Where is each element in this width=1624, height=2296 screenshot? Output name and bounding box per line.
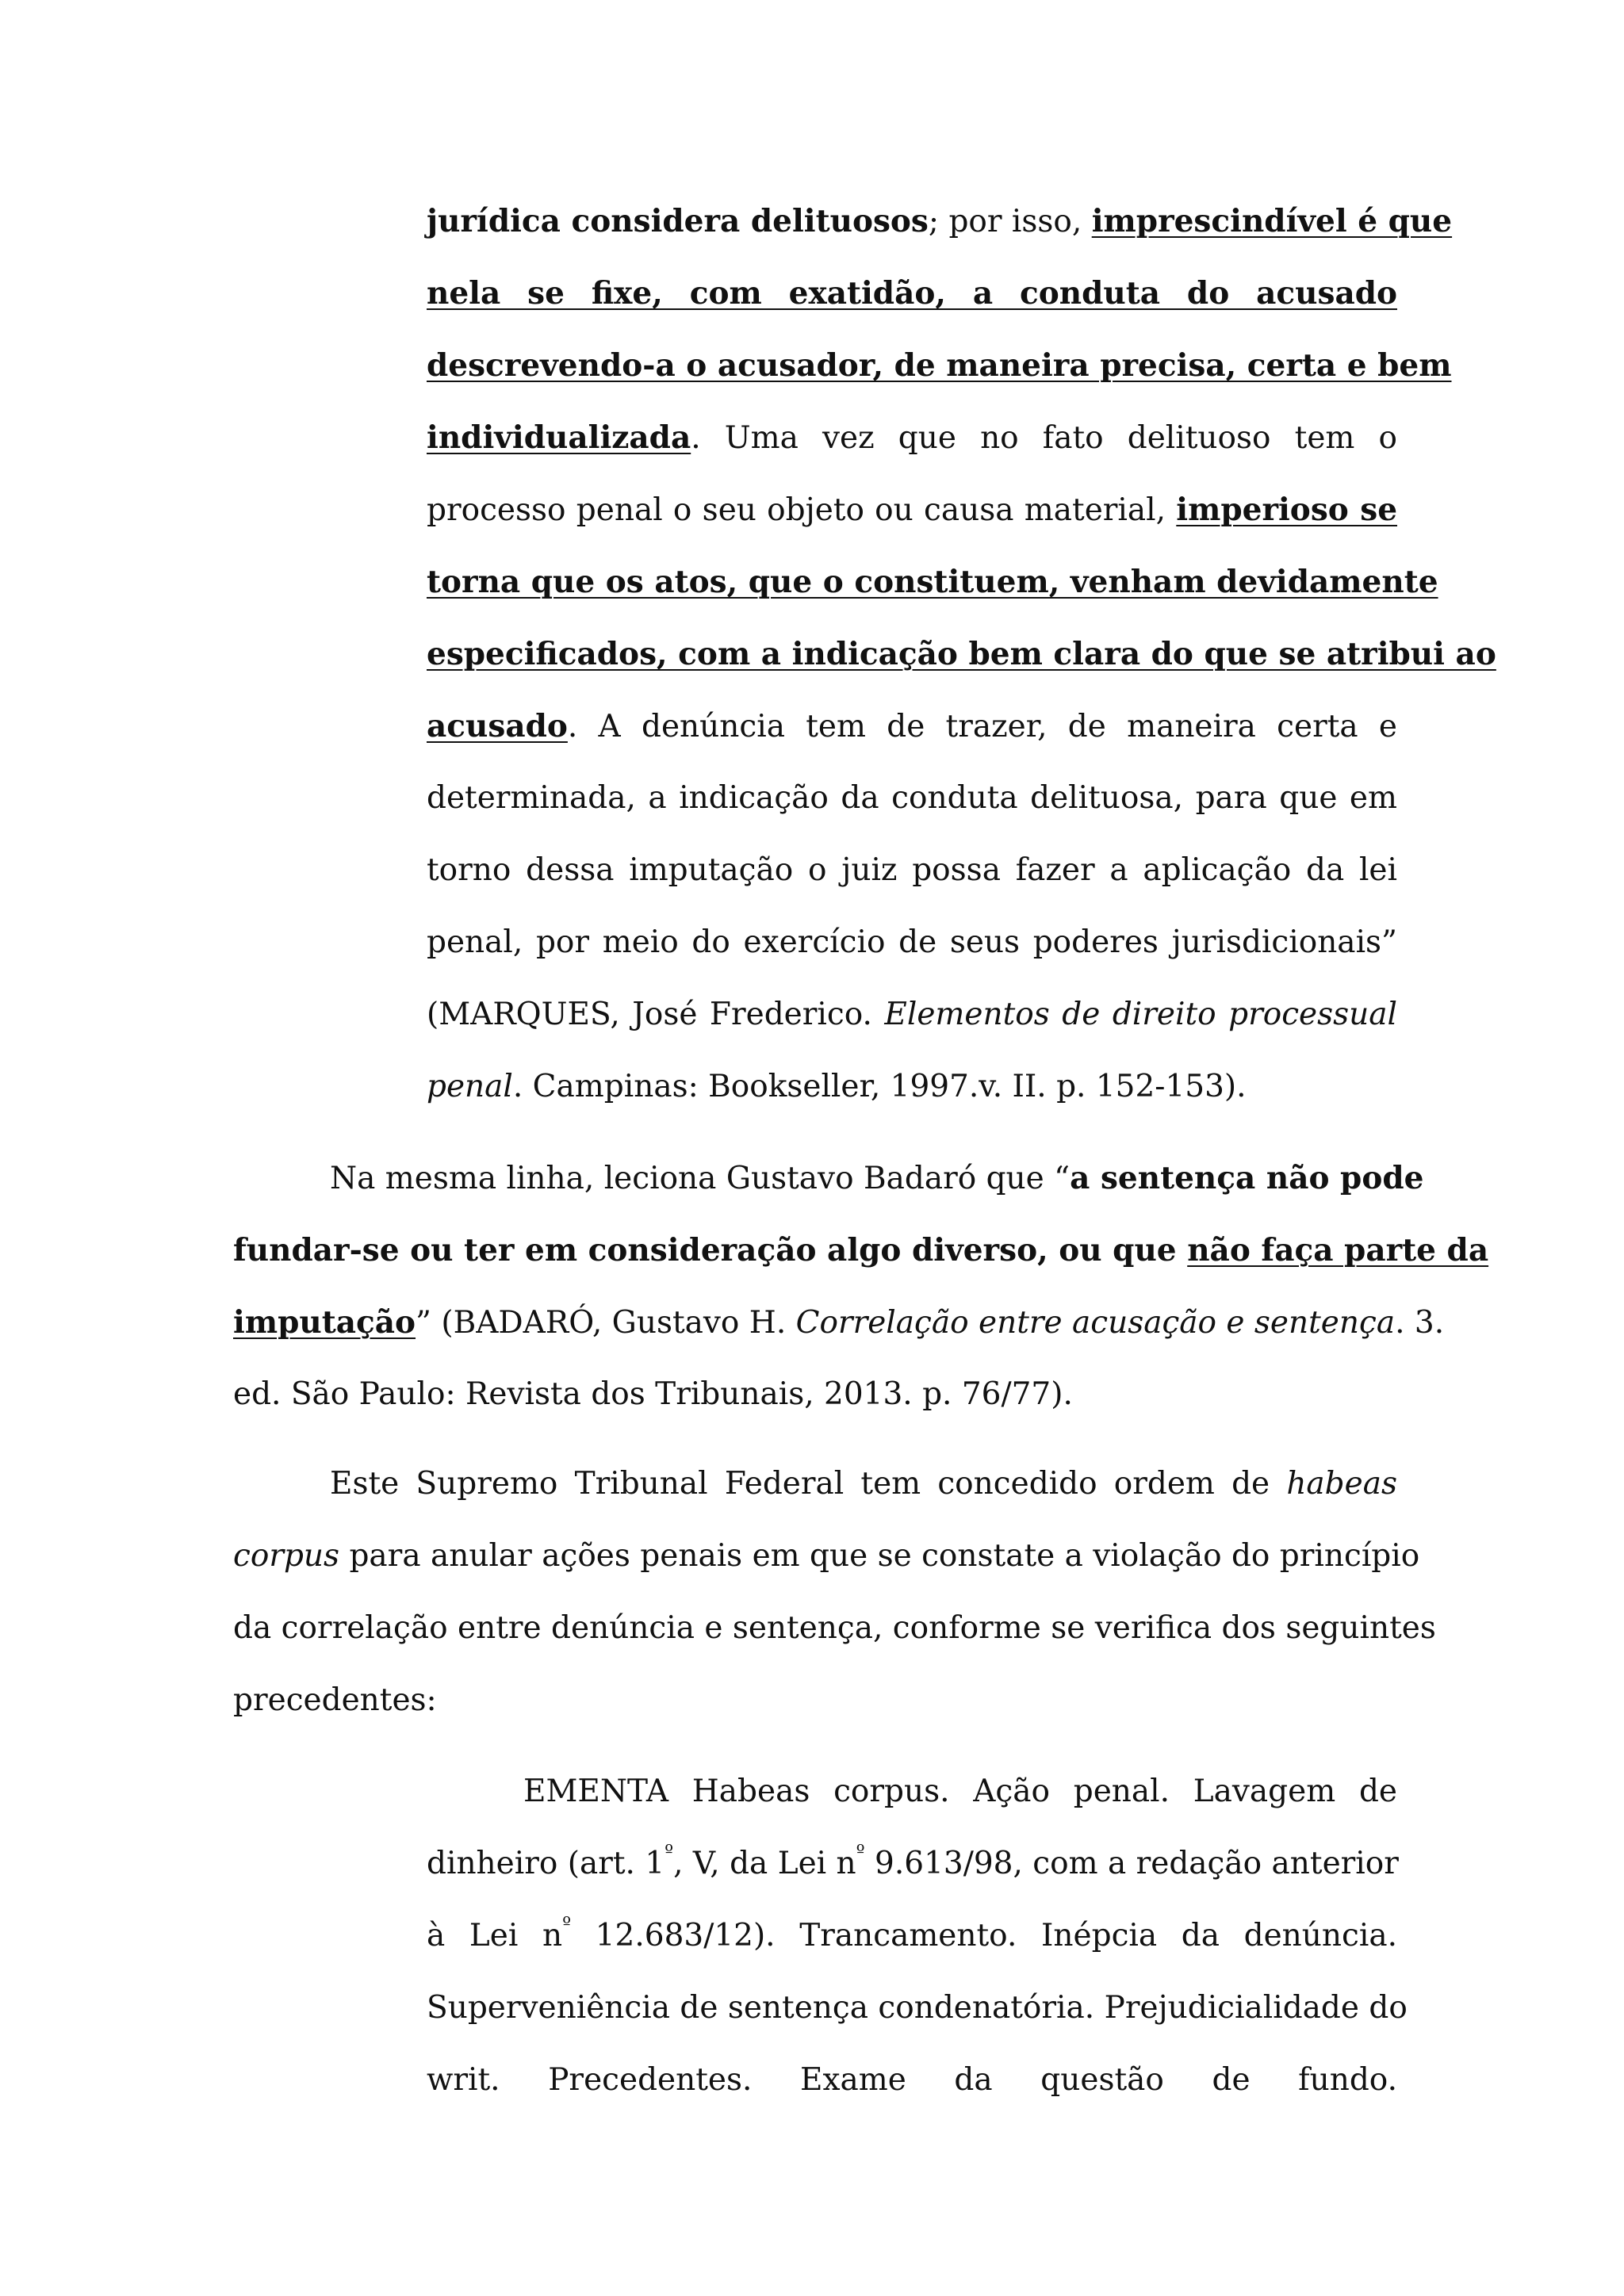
ementa-block (427, 1773, 1408, 2106)
quote-line (427, 1068, 1397, 1106)
text-run: . Uma vez que no fato delituoso tem o (691, 420, 1397, 456)
quote-line (427, 202, 1453, 240)
text-run: à Lei n (427, 1918, 563, 1954)
text-run: . A denúncia tem de trazer, de maneira certa e (567, 709, 1397, 744)
underlined-bold-text: especificados, com a indicação bem clara do que se atribui ao (427, 636, 1496, 672)
ementa-line (427, 1989, 1408, 2027)
underlined-bold-text: imputação (233, 1304, 416, 1341)
paragraph-line (330, 1465, 1397, 1503)
quote-line (427, 851, 1397, 890)
italic-text: penal (427, 1069, 513, 1104)
paragraph-line (233, 1231, 1489, 1269)
text-run: ed. São Paulo: Revista dos Tribunais, 2013. p. 76/77). (233, 1376, 1073, 1412)
text-run: writ. Precedentes. Exame da questão de fundo. (427, 2062, 1397, 2098)
ementa-line (427, 1912, 1397, 1955)
text-run: . Campinas: Bookseller, 1997.v. II. p. 152-153). (512, 1069, 1247, 1104)
quote-line (427, 779, 1397, 817)
text-run: Na mesma linha, leciona Gustavo Badaró que “ (330, 1161, 1071, 1196)
italic-text: corpus (233, 1538, 340, 1574)
paragraph-line (233, 1537, 1420, 1575)
text-run: EMENTA Habeas corpus. Ação penal. Lavagem de (523, 1774, 1397, 1809)
text-run: penal, por meio do exercício de seus poderes jurisdicionais” (427, 924, 1397, 960)
quote-block (427, 202, 1496, 1138)
bold-text: jurídica considera delituosos (427, 203, 929, 239)
underlined-bold-text: descrevendo-a o acusador, de maneira precisa, certa e bem (427, 347, 1452, 384)
text-run: determinada, a indicação da conduta delituosa, para que em (427, 780, 1397, 816)
underlined-bold-text: não faça parte da (1187, 1232, 1489, 1269)
quote-line (427, 419, 1397, 457)
text-run: 9.613/98, com a redação anterior (864, 1846, 1399, 1881)
text-run: ” (BADARÓ, Gustavo H. (416, 1305, 796, 1341)
bold-text: fundar-se ou ter em consideração algo diverso, ou que (233, 1232, 1188, 1269)
ordinal-sup: º (665, 1840, 674, 1863)
quote-line (427, 491, 1397, 529)
quote-line (427, 274, 1397, 312)
text-run: , V, da Lei n (673, 1846, 856, 1881)
underlined-bold-text: torna que os atos, que o constituem, venham devidamente (427, 564, 1438, 600)
ementa-line (427, 1840, 1399, 1883)
text-run: processo penal o seu objeto ou causa material, (427, 492, 1177, 528)
paragraph-line (233, 1682, 1397, 1720)
text-run: Superveniência de sentença condenatória. Prejudicialidade do (427, 1990, 1408, 2026)
quote-line (427, 707, 1397, 745)
text-run: (MARQUES, José Frederico. (427, 997, 885, 1032)
ementa-line (523, 1773, 1397, 1811)
underlined-bold-text: nela se fixe, com exatidão, a conduta do acusado (427, 275, 1397, 312)
underlined-bold-text: individualizada (427, 419, 691, 456)
quote-line (427, 635, 1496, 673)
ordinal-sup: º (562, 1912, 572, 1935)
bold-text: a sentença não pode (1070, 1160, 1424, 1196)
text-run: 12.683/12). Trancamento. Inépcia da denúncia. (571, 1918, 1397, 1954)
underlined-bold-text: imperioso se (1176, 492, 1398, 528)
text-run: ; por isso, (928, 204, 1092, 239)
quote-line (427, 563, 1438, 601)
quote-line (427, 924, 1397, 962)
underlined-bold-text: acusado (427, 708, 568, 744)
text-run: da correlação entre denúncia e sentença, conforme se verifica dos seguintes (233, 1610, 1436, 1646)
paragraph-badaro (233, 1159, 1489, 1421)
text-run: Este Supremo Tribunal Federal tem concedido ordem de (330, 1466, 1287, 1502)
text-run: torno dessa imputação o juiz possa fazer a aplicação da lei (427, 852, 1397, 888)
paragraph-line (233, 1609, 1436, 1647)
text-run: precedentes: (233, 1682, 437, 1718)
paragraph-line (330, 1159, 1424, 1197)
paragraph-line (233, 1376, 1397, 1414)
paragraph-stf (233, 1465, 1436, 1727)
italic-text: Elementos de direito processual (884, 997, 1397, 1032)
text-run: para anular ações penais em que se constate a violação do princípio (339, 1538, 1420, 1574)
italic-text: Correlação entre acusação e sentença (795, 1305, 1396, 1341)
text-run: . 3. (1395, 1305, 1445, 1341)
quote-line (427, 346, 1452, 385)
quote-line (427, 996, 1397, 1034)
ordinal-sup: º (856, 1840, 865, 1863)
paragraph-line (233, 1303, 1445, 1341)
italic-text: habeas (1286, 1466, 1397, 1502)
text-run: dinheiro (art. 1 (427, 1846, 665, 1881)
ementa-line (427, 2061, 1397, 2099)
underlined-bold-text: imprescindível é que (1091, 203, 1453, 239)
